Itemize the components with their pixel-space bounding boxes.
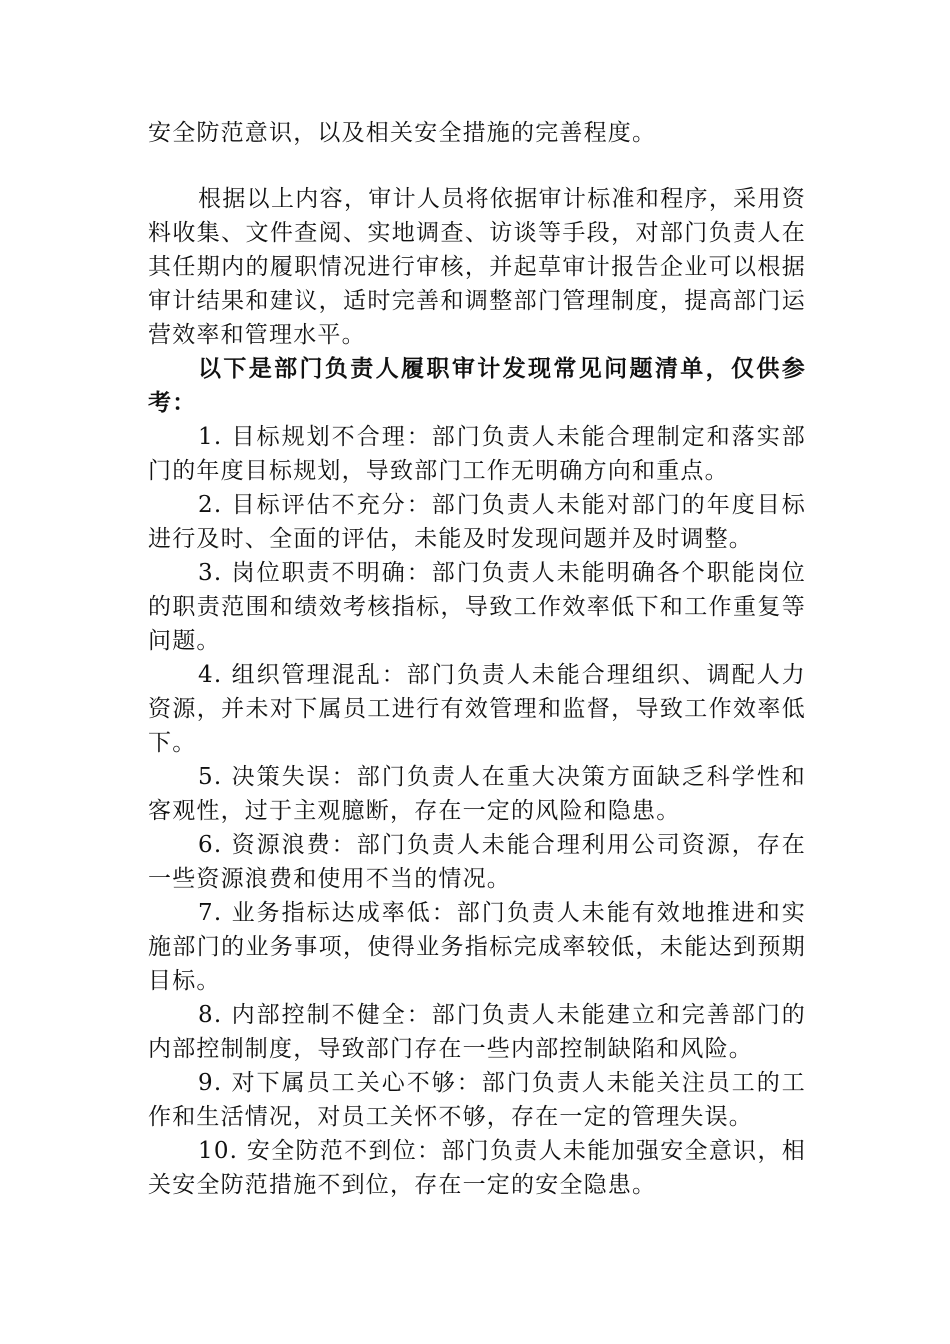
list-item: 6. 资源浪费：部门负责人未能合理利用公司资源，存在一些资源浪费和使用不当的情况。 (148, 832, 806, 892)
list-item: 10. 安全防范不到位：部门负责人未能加强安全意识，相关安全防范措施不到位，存在一定的安全隐患。 (148, 1138, 806, 1198)
list-item: 5. 决策失误：部门负责人在重大决策方面缺乏科学性和客观性，过于主观臆断，存在一定的风险和隐患。 (148, 764, 806, 824)
summary-paragraph: 根据以上内容，审计人员将依据审计标准和程序，采用资料收集、文件查阅、实地调查、访谈等手段，对部门负责人在其任期内的履职情况进行审核，并起草审计报告企业可以根据审计结果和建议，适时完善和调整部门管理制度，提高部门运营效率和管理水平。 (148, 186, 806, 348)
list-item: 2. 目标评估不充分：部门负责人未能对部门的年度目标进行及时、全面的评估，未能及时发现问题并及时调整。 (148, 492, 806, 552)
list-item: 3. 岗位职责不明确：部门负责人未能明确各个职能岗位的职责范围和绩效考核指标，导致工作效率低下和工作重复等问题。 (148, 560, 806, 654)
list-item: 1. 目标规划不合理：部门负责人未能合理制定和落实部门的年度目标规划，导致部门工作无明确方向和重点。 (148, 424, 806, 484)
list-item: 9. 对下属员工关心不够：部门负责人未能关注员工的工作和生活情况，对员工关怀不够，存在一定的管理失误。 (148, 1070, 806, 1130)
continuation-paragraph: 安全防范意识，以及相关安全措施的完善程度。 (148, 120, 657, 146)
paragraph-gap (148, 150, 806, 182)
list-item: 4. 组织管理混乱：部门负责人未能合理组织、调配人力资源，并未对下属员工进行有效管理和监督，导致工作效率低下。 (148, 662, 806, 756)
list-item: 8. 内部控制不健全：部门负责人未能建立和完善部门的内部控制制度，导致部门存在一些内部控制缺陷和风险。 (148, 1002, 806, 1062)
list-item: 7. 业务指标达成率低：部门负责人未能有效地推进和实施部门的业务事项，使得业务指标完成率较低，未能达到预期目标。 (148, 900, 806, 994)
document-body (148, 116, 806, 1202)
list-heading: 以下是部门负责人履职审计发现常见问题清单，仅供参考： (148, 355, 806, 416)
